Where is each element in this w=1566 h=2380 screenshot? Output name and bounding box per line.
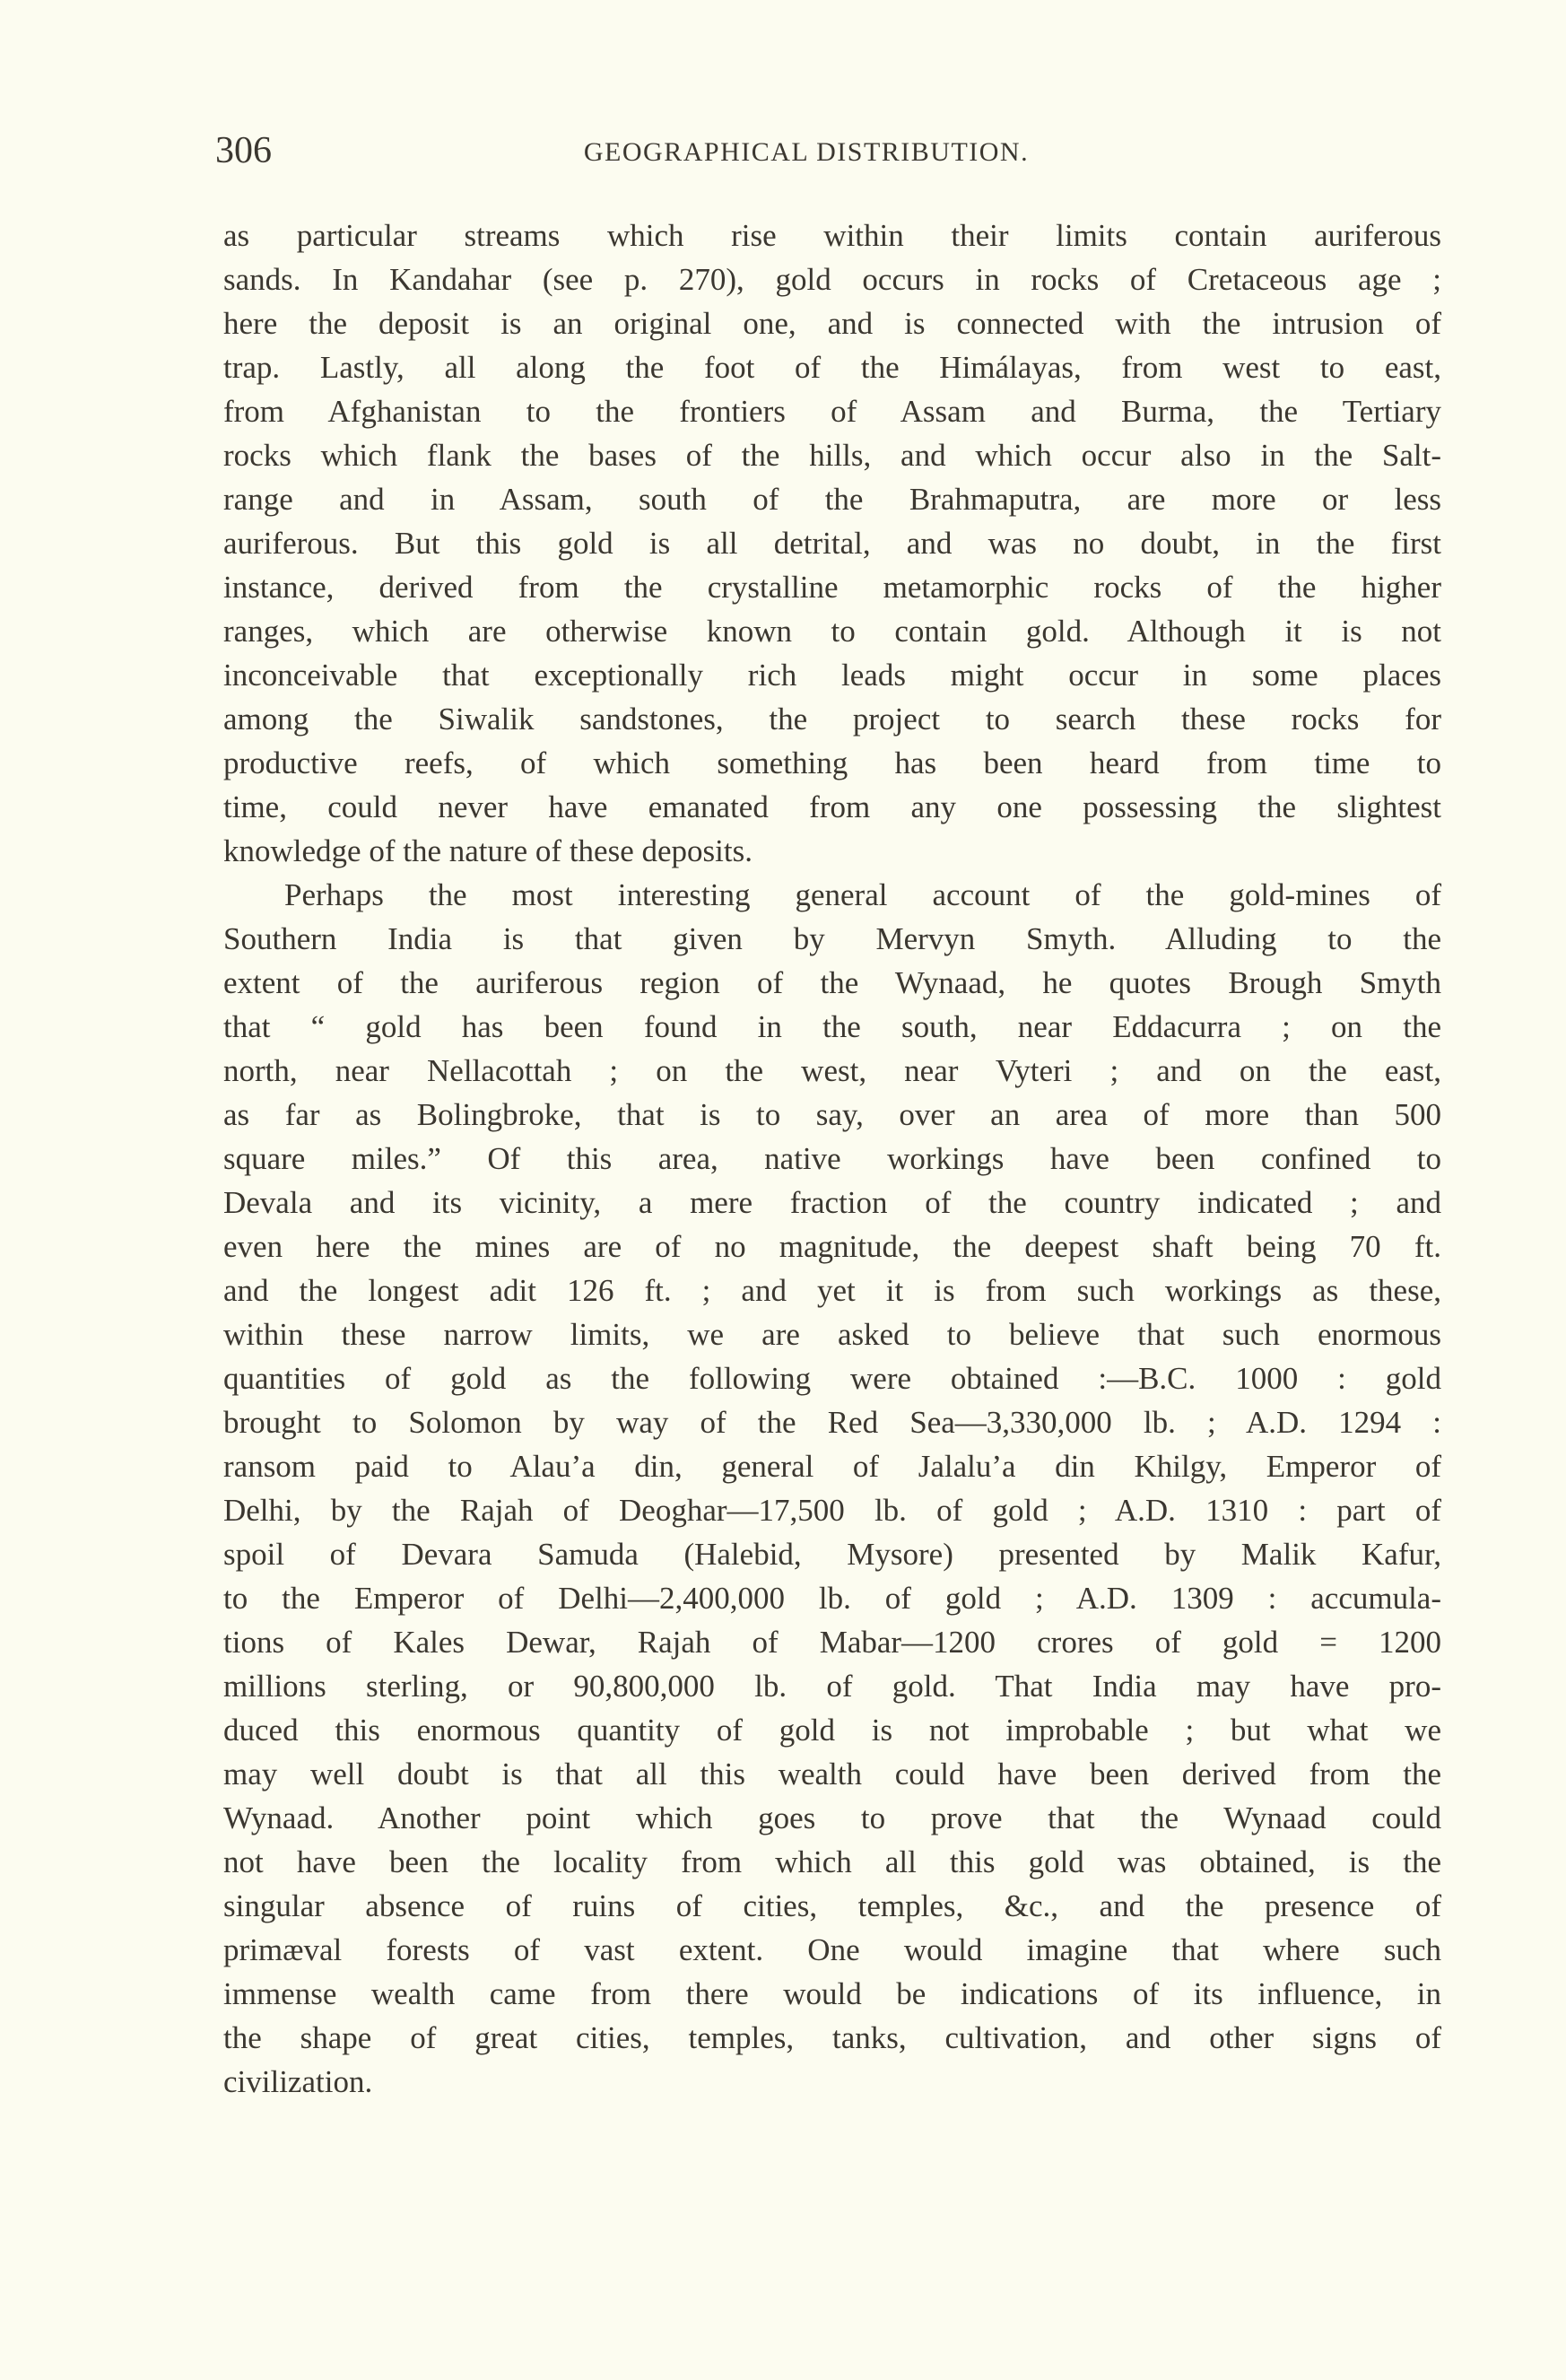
text-line: not have been the locality from which all this gold was obtained, is the [223,1844,1441,1879]
running-title: GEOGRAPHICAL DISTRIBUTION. [583,137,1030,167]
text-line: extent of the auriferous region of the Wynaad, he quotes Brough Smyth [223,965,1441,1000]
page-number: 306 [215,130,272,171]
text-line: as particular streams which rise within their limits contain auriferous [223,218,1441,253]
body-text [223,214,1441,2104]
text-line: trap. Lastly, all along the foot of the Himálayas, from west to east, [223,350,1441,385]
text-line: quantities of gold as the following were obtained :—B.C. 1000 : gold [223,1361,1441,1396]
text-line: from Afghanistan to the frontiers of Assam and Burma, the Tertiary [223,394,1441,429]
text-line: the shape of great cities, temples, tanks, cultivation, and other signs of [223,2020,1441,2055]
text-line: immense wealth came from there would be indications of its influence, in [223,1976,1441,2011]
text-line: Wynaad. Another point which goes to prove that the Wynaad could [223,1800,1441,1835]
text-line: here the deposit is an original one, and is connected with the intrusion of [223,306,1441,341]
text-line: to the Emperor of Delhi—2,400,000 lb. of gold ; A.D. 1309 : accumula- [223,1581,1441,1616]
text-line: inconceivable that exceptionally rich leads might occur in some places [223,658,1441,693]
text-line: north, near Nellacottah ; on the west, near Vyteri ; and on the east, [223,1053,1441,1088]
text-line: singular absence of ruins of cities, temples, &c., and the presence of [223,1888,1441,1923]
text-line: as far as Bolingbroke, that is to say, over an area of more than 500 [223,1097,1441,1132]
text-line: tions of Kales Dewar, Rajah of Mabar—1200 crores of gold = 1200 [223,1625,1441,1660]
text-line: ranges, which are otherwise known to contain gold. Although it is not [223,614,1441,649]
text-line: even here the mines are of no magnitude, the deepest shaft being 70 ft. [223,1229,1441,1264]
text-line: Perhaps the most interesting general account of the gold-mines of [284,877,1441,912]
text-line: instance, derived from the crystalline metamorphic rocks of the higher [223,570,1441,605]
text-line: Devala and its vicinity, a mere fraction of the country indicated ; and [223,1185,1441,1220]
text-line: Delhi, by the Rajah of Deoghar—17,500 lb. of gold ; A.D. 1310 : part of [223,1493,1441,1528]
text-line: millions sterling, or 90,800,000 lb. of gold. That India may have pro- [223,1669,1441,1704]
text-line: rocks which flank the bases of the hills, and which occur also in the Salt- [223,438,1441,473]
text-line: civilization. [223,2064,373,2099]
text-line: brought to Solomon by way of the Red Sea—3,330,000 lb. ; A.D. 1294 : [223,1405,1441,1440]
text-line: within these narrow limits, we are asked to believe that such enormous [223,1317,1441,1352]
text-line: auriferous. But this gold is all detrital, and was no doubt, in the first [223,526,1441,561]
text-line: that “ gold has been found in the south, near Eddacurra ; on the [223,1009,1441,1044]
text-line: Southern India is that given by Mervyn Smyth. Alluding to the [223,921,1441,956]
text-line: among the Siwalik sandstones, the project to search these rocks for [223,702,1441,737]
text-line: primæval forests of vast extent. One would imagine that where such [223,1932,1441,1967]
text-line: may well doubt is that all this wealth could have been derived from the [223,1757,1441,1792]
text-line: and the longest adit 126 ft. ; and yet it is from such workings as these, [223,1273,1441,1308]
text-line: duced this enormous quantity of gold is not improbable ; but what we [223,1713,1441,1748]
text-line: range and in Assam, south of the Brahmaputra, are more or less [223,482,1441,517]
text-line: knowledge of the nature of these deposits. [223,833,753,868]
text-line: ransom paid to Alau’a din, general of Jalalu’a din Khilgy, Emperor of [223,1449,1441,1484]
text-line: square miles.” Of this area, native workings have been confined to [223,1141,1441,1176]
text-line: sands. In Kandahar (see p. 270), gold occurs in rocks of Cretaceous age ; [223,262,1441,297]
text-line: spoil of Devara Samuda (Halebid, Mysore) presented by Malik Kafur, [223,1537,1441,1572]
text-line: productive reefs, of which something has been heard from time to [223,745,1441,780]
text-line: time, could never have emanated from any one possessing the slightest [223,789,1441,824]
